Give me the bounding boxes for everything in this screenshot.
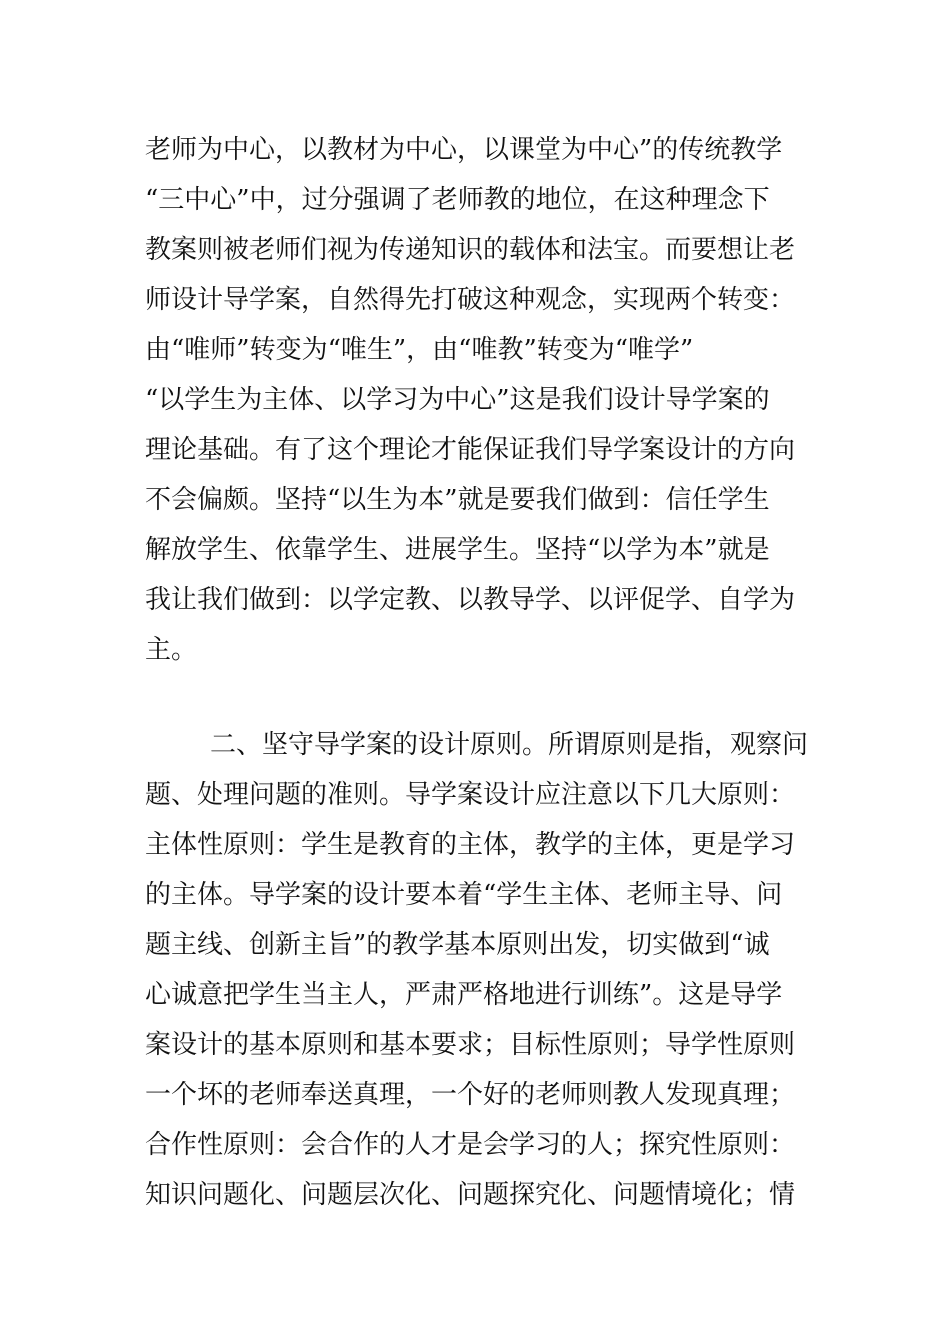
paragraph-line: 教案则被老师们视为传递知识的载体和法宝。而要想让老: [145, 235, 796, 265]
paragraph-line: 解放学生、依靠学生、进展学生。坚持“以学为本”就是: [145, 535, 770, 565]
paragraph-line: 老师为中心，以教材为中心，以课堂为中心”的传统教学: [145, 135, 783, 165]
paragraph-line: 师设计导学案，自然得先打破这种观念，实现两个转变：: [145, 285, 796, 315]
paragraph-line: 题主线、创新主旨”的教学基本原则出发，切实做到“诚: [145, 930, 770, 960]
paragraph-1: [145, 125, 810, 675]
paragraph-line: 我让我们做到：以学定教、以教导学、以评促学、自学为: [145, 585, 796, 615]
paragraph-line: 一个坏的老师奉送真理，一个好的老师则教人发现真理；: [145, 1080, 796, 1110]
paragraph-line: “三中心”中，过分强调了老师教的地位，在这种理念下: [145, 185, 770, 215]
paragraph-line: 题、处理问题的准则。导学案设计应注意以下几大原则：: [145, 780, 796, 810]
paragraph-2: [145, 720, 810, 1220]
paragraph-line: 主体性原则：学生是教育的主体，教学的主体，更是学习: [145, 830, 796, 860]
paragraph-line: “以学生为主体、以学习为中心”这是我们设计导学案的: [145, 385, 770, 415]
paragraph-line: 知识问题化、问题层次化、问题探究化、问题情境化；情: [145, 1180, 796, 1210]
paragraph-line: 合作性原则：会合作的人才是会学习的人；探究性原则：: [145, 1130, 796, 1160]
paragraph-line: 理论基础。有了这个理论才能保证我们导学案设计的方向: [145, 435, 796, 465]
paragraph-line: 案设计的基本原则和基本要求；目标性原则；导学性原则: [145, 1030, 796, 1060]
paragraph-line: 由“唯师”转变为“唯生”，由“唯教”转变为“唯学”: [145, 335, 694, 365]
paragraph-line: 心诚意把学生当主人，严肃严格地进行训练”。这是导学: [145, 980, 783, 1010]
paragraph-line: 主。: [145, 635, 198, 665]
paragraph-line: 二、坚守导学案的设计原则。所谓原则是指，观察问: [210, 730, 809, 760]
paragraph-line: 的主体。导学案的设计要本着“学生主体、老师主导、问: [145, 880, 783, 910]
paragraph-line: 不会偏颇。坚持“以生为本”就是要我们做到：信任学生: [145, 485, 770, 515]
